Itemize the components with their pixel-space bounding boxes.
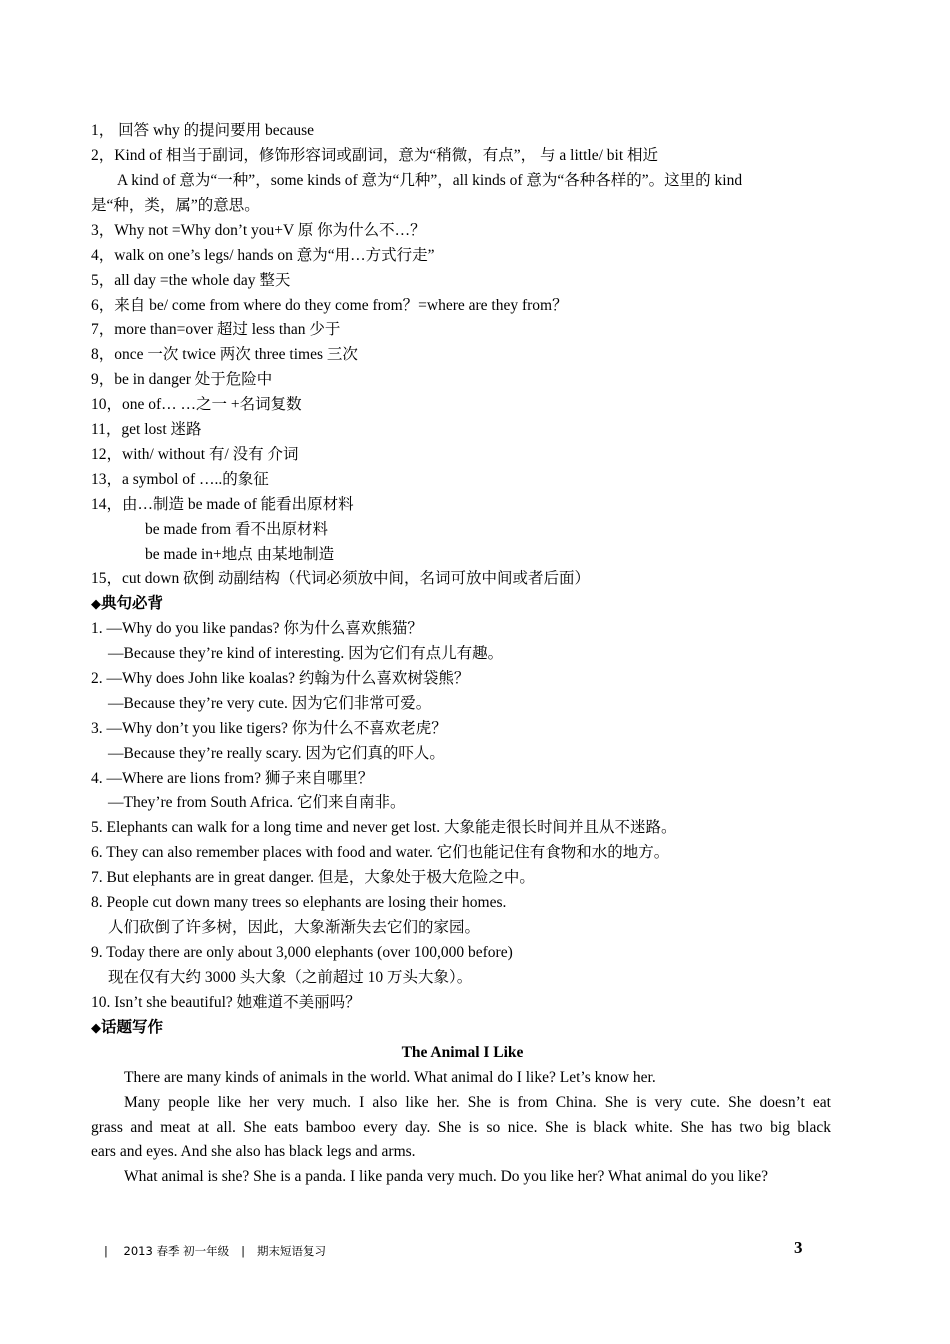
note-line: be made in+地点 由某地制造 <box>145 546 335 563</box>
footer-bar: | <box>241 1244 245 1258</box>
note-line: 8，once 一次 twice 两次 three times 三次 <box>91 346 358 363</box>
sentence-line: 现在仅有大约 3000 头大象（之前超过 10 万头大象）。 <box>108 969 473 986</box>
footer-bar: | <box>104 1244 108 1258</box>
section-heading-writing <box>91 1018 163 1039</box>
note-line: 12，with/ without 有/ 没有 介词 <box>91 446 299 463</box>
note-line: 4，walk on one’s legs/ hands on 意为“用…方式行走” <box>91 247 435 264</box>
note-line: 3，Why not =Why don’t you+V 原 你为什么不…？ <box>91 222 426 239</box>
essay-title: The Animal I Like <box>401 1044 524 1061</box>
sentence-line: —Because they’re very cute. 因为它们非常可爱。 <box>108 695 432 712</box>
sentence-line: 7. But elephants are in great danger. 但是，大象处于极大危险之中。 <box>91 869 535 886</box>
sentence-line: 3. —Why don’t you like tigers? 你为什么不喜欢老虎？ <box>91 720 447 737</box>
sentence-line: —Because they’re really scary. 因为它们真的吓人。 <box>108 745 445 762</box>
note-line: 6，来自 be/ come from where do they come from？=where are they from？ <box>91 297 568 314</box>
sentence-line: 2. —Why does John like koalas? 约翰为什么喜欢树袋熊？ <box>91 670 470 687</box>
sentence-line: —Because they’re kind of interesting. 因为它们有点儿有趣。 <box>108 645 504 662</box>
essay-line: Many people like her very much. I also like her. She is from China. She is very cute. She doesn’t eat <box>124 1094 831 1111</box>
diamond-marker-icon: ◆ <box>91 1021 101 1036</box>
sentence-line: 人们砍倒了许多树，因此，大象渐渐失去它们的家园。 <box>108 919 481 936</box>
essay-line: There are many kinds of animals in the world. What animal do I like? Let’s know her. <box>124 1069 656 1086</box>
section-title: 典句必背 <box>101 595 164 612</box>
sentence-line: 1. —Why do you like pandas? 你为什么喜欢熊猫？ <box>91 620 423 637</box>
note-line: 是“种，类，属”的意思。 <box>91 197 260 214</box>
note-line: 7，more than=over 超过 less than 少于 <box>91 321 341 338</box>
diamond-marker-icon: ◆ <box>91 597 101 612</box>
sentence-line: 8. People cut down many trees so elephants are losing their homes. <box>91 894 507 911</box>
note-line: A kind of 意为“一种”，some kinds of 意为“几种”，all kinds of 意为“各种各样的”。这里的 kind <box>117 172 743 189</box>
note-line: 11，get lost 迷路 <box>91 421 202 438</box>
essay-line: What animal is she? She is a panda. I like panda very much. Do you like her? What animal do you like? <box>124 1168 769 1185</box>
note-line: 15，cut down 砍倒 动副结构（代词必须放中间，名词可放中间或者后面） <box>91 570 591 587</box>
note-line: 5，all day =the whole day 整天 <box>91 272 291 289</box>
sentence-line: 5. Elephants can walk for a long time and never get lost. 大象能走很长时间并且从不迷路。 <box>91 819 677 836</box>
footer-term: 2013 春季 初一年级 <box>123 1244 230 1258</box>
essay-line: ears and eyes. And she also has black legs and arms. <box>91 1143 416 1160</box>
page-number: 3 <box>794 1238 803 1257</box>
note-line: 1， 回答 why 的提问要用 because <box>91 122 314 139</box>
essay-line: grass and meat at all. She eats bamboo every day. She is so nice. She is black white. She has two big black <box>91 1119 831 1136</box>
note-line: 2，Kind of 相当于副词，修饰形容词或副词，意为“稍微，有点”， 与 a little/ bit 相近 <box>91 147 659 164</box>
sentence-line: 6. They can also remember places with food and water. 它们也能记住有食物和水的地方。 <box>91 844 670 861</box>
note-line: be made from 看不出原材料 <box>145 521 328 538</box>
section-heading-sentences <box>91 594 163 615</box>
sentence-line: 10. Isn’t she beautiful? 她难道不美丽吗？ <box>91 994 361 1011</box>
note-line: 13，a symbol of …..的象征 <box>91 471 269 488</box>
note-line: 14，由…制造 be made of 能看出原材料 <box>91 496 354 513</box>
section-title: 话题写作 <box>101 1019 164 1036</box>
footer-title: 期末短语复习 <box>256 1244 326 1258</box>
sentence-line: 4. —Where are lions from? 狮子来自哪里？ <box>91 770 374 787</box>
page-footer <box>104 1243 326 1259</box>
note-line: 10，one of… …之一 +名词复数 <box>91 396 302 413</box>
sentence-line: —They’re from South Africa. 它们来自南非。 <box>108 794 406 811</box>
sentence-line: 9. Today there are only about 3,000 elephants (over 100,000 before) <box>91 944 513 961</box>
note-line: 9，be in danger 处于危险中 <box>91 371 273 388</box>
